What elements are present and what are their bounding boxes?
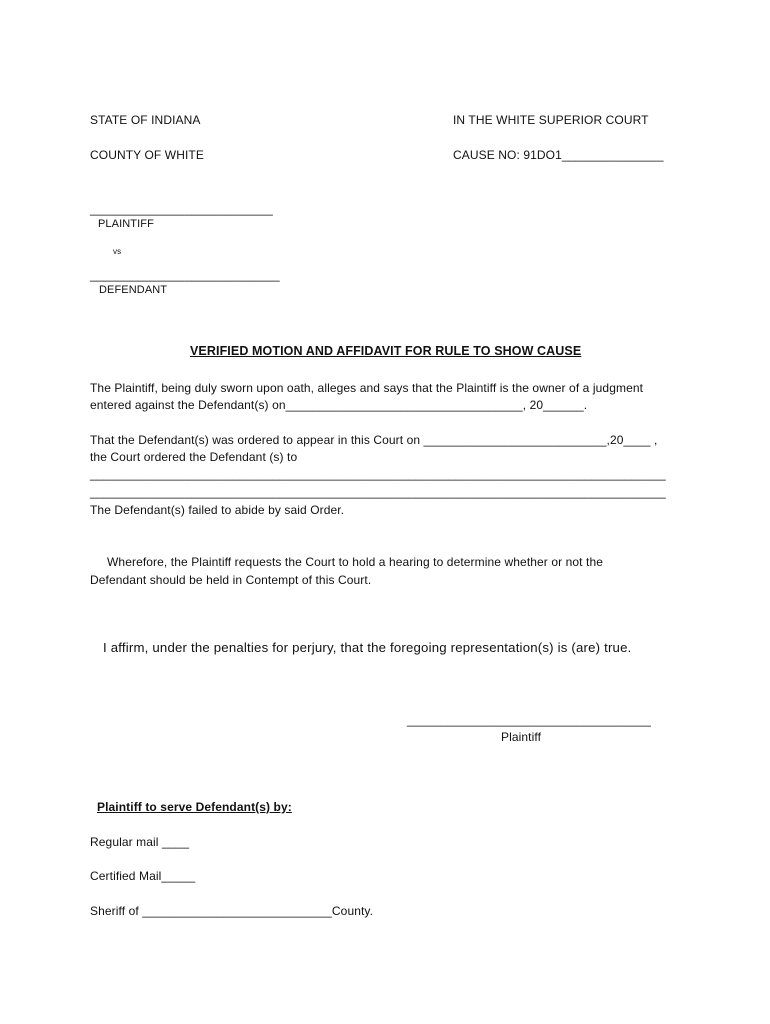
document-title: VERIFIED MOTION AND AFFIDAVIT FOR RULE TO SHOW CAUSE [190, 344, 582, 358]
versus-label: vs [113, 247, 122, 256]
signature-caption: Plaintiff [501, 730, 542, 744]
order-paragraph-line-3: The Defendant(s) failed to abide by said Order. [90, 503, 345, 517]
order-blank-line-1: _____________________________________________________________________________________ [90, 467, 666, 481]
order-paragraph-line-2: the Court ordered the Defendant (s) to [90, 450, 298, 464]
service-certified-mail: Certified Mail_____ [90, 869, 196, 883]
order-blank-line-2: _____________________________________________________________________________________ [90, 485, 666, 499]
wherefore-paragraph-line-2: Defendant should be held in Contempt of this Court. [90, 573, 372, 587]
order-paragraph-line-1: That the Defendant(s) was ordered to appear in this Court on ___________________________,20____ , [90, 433, 658, 447]
wherefore-paragraph-line-1: Wherefore, the Plaintiff requests the Court to hold a hearing to determine whether or not the [107, 555, 604, 569]
service-sheriff: Sheriff of ____________________________County. [90, 904, 374, 918]
defendant-caption: DEFENDANT [99, 284, 168, 296]
state-label: STATE OF INDIANA [90, 113, 201, 127]
service-heading: Plaintiff to serve Defendant(s) by: [97, 800, 292, 814]
county-label: COUNTY OF WHITE [90, 148, 204, 162]
service-regular-mail: Regular mail ____ [90, 835, 190, 849]
plaintiff-caption: PLAINTIFF [98, 218, 154, 230]
judgment-paragraph-line-2: entered against the Defendant(s) on___________________________________, 20______. [90, 398, 588, 412]
plaintiff-name-line: ___________________________ [90, 202, 273, 216]
affirmation-statement: I affirm, under the penalties for perjury, that the foregoing representation(s) is (are) true. [103, 640, 632, 655]
defendant-name-line: ____________________________ [90, 268, 280, 282]
cause-number: CAUSE NO: 91DO1_______________ [453, 148, 664, 162]
court-label: IN THE WHITE SUPERIOR COURT [453, 113, 649, 127]
judgment-paragraph-line-1: The Plaintiff, being duly sworn upon oath, alleges and says that the Plaintiff is the owner of a judgment [90, 381, 644, 395]
signature-line: ____________________________________ [407, 713, 651, 727]
